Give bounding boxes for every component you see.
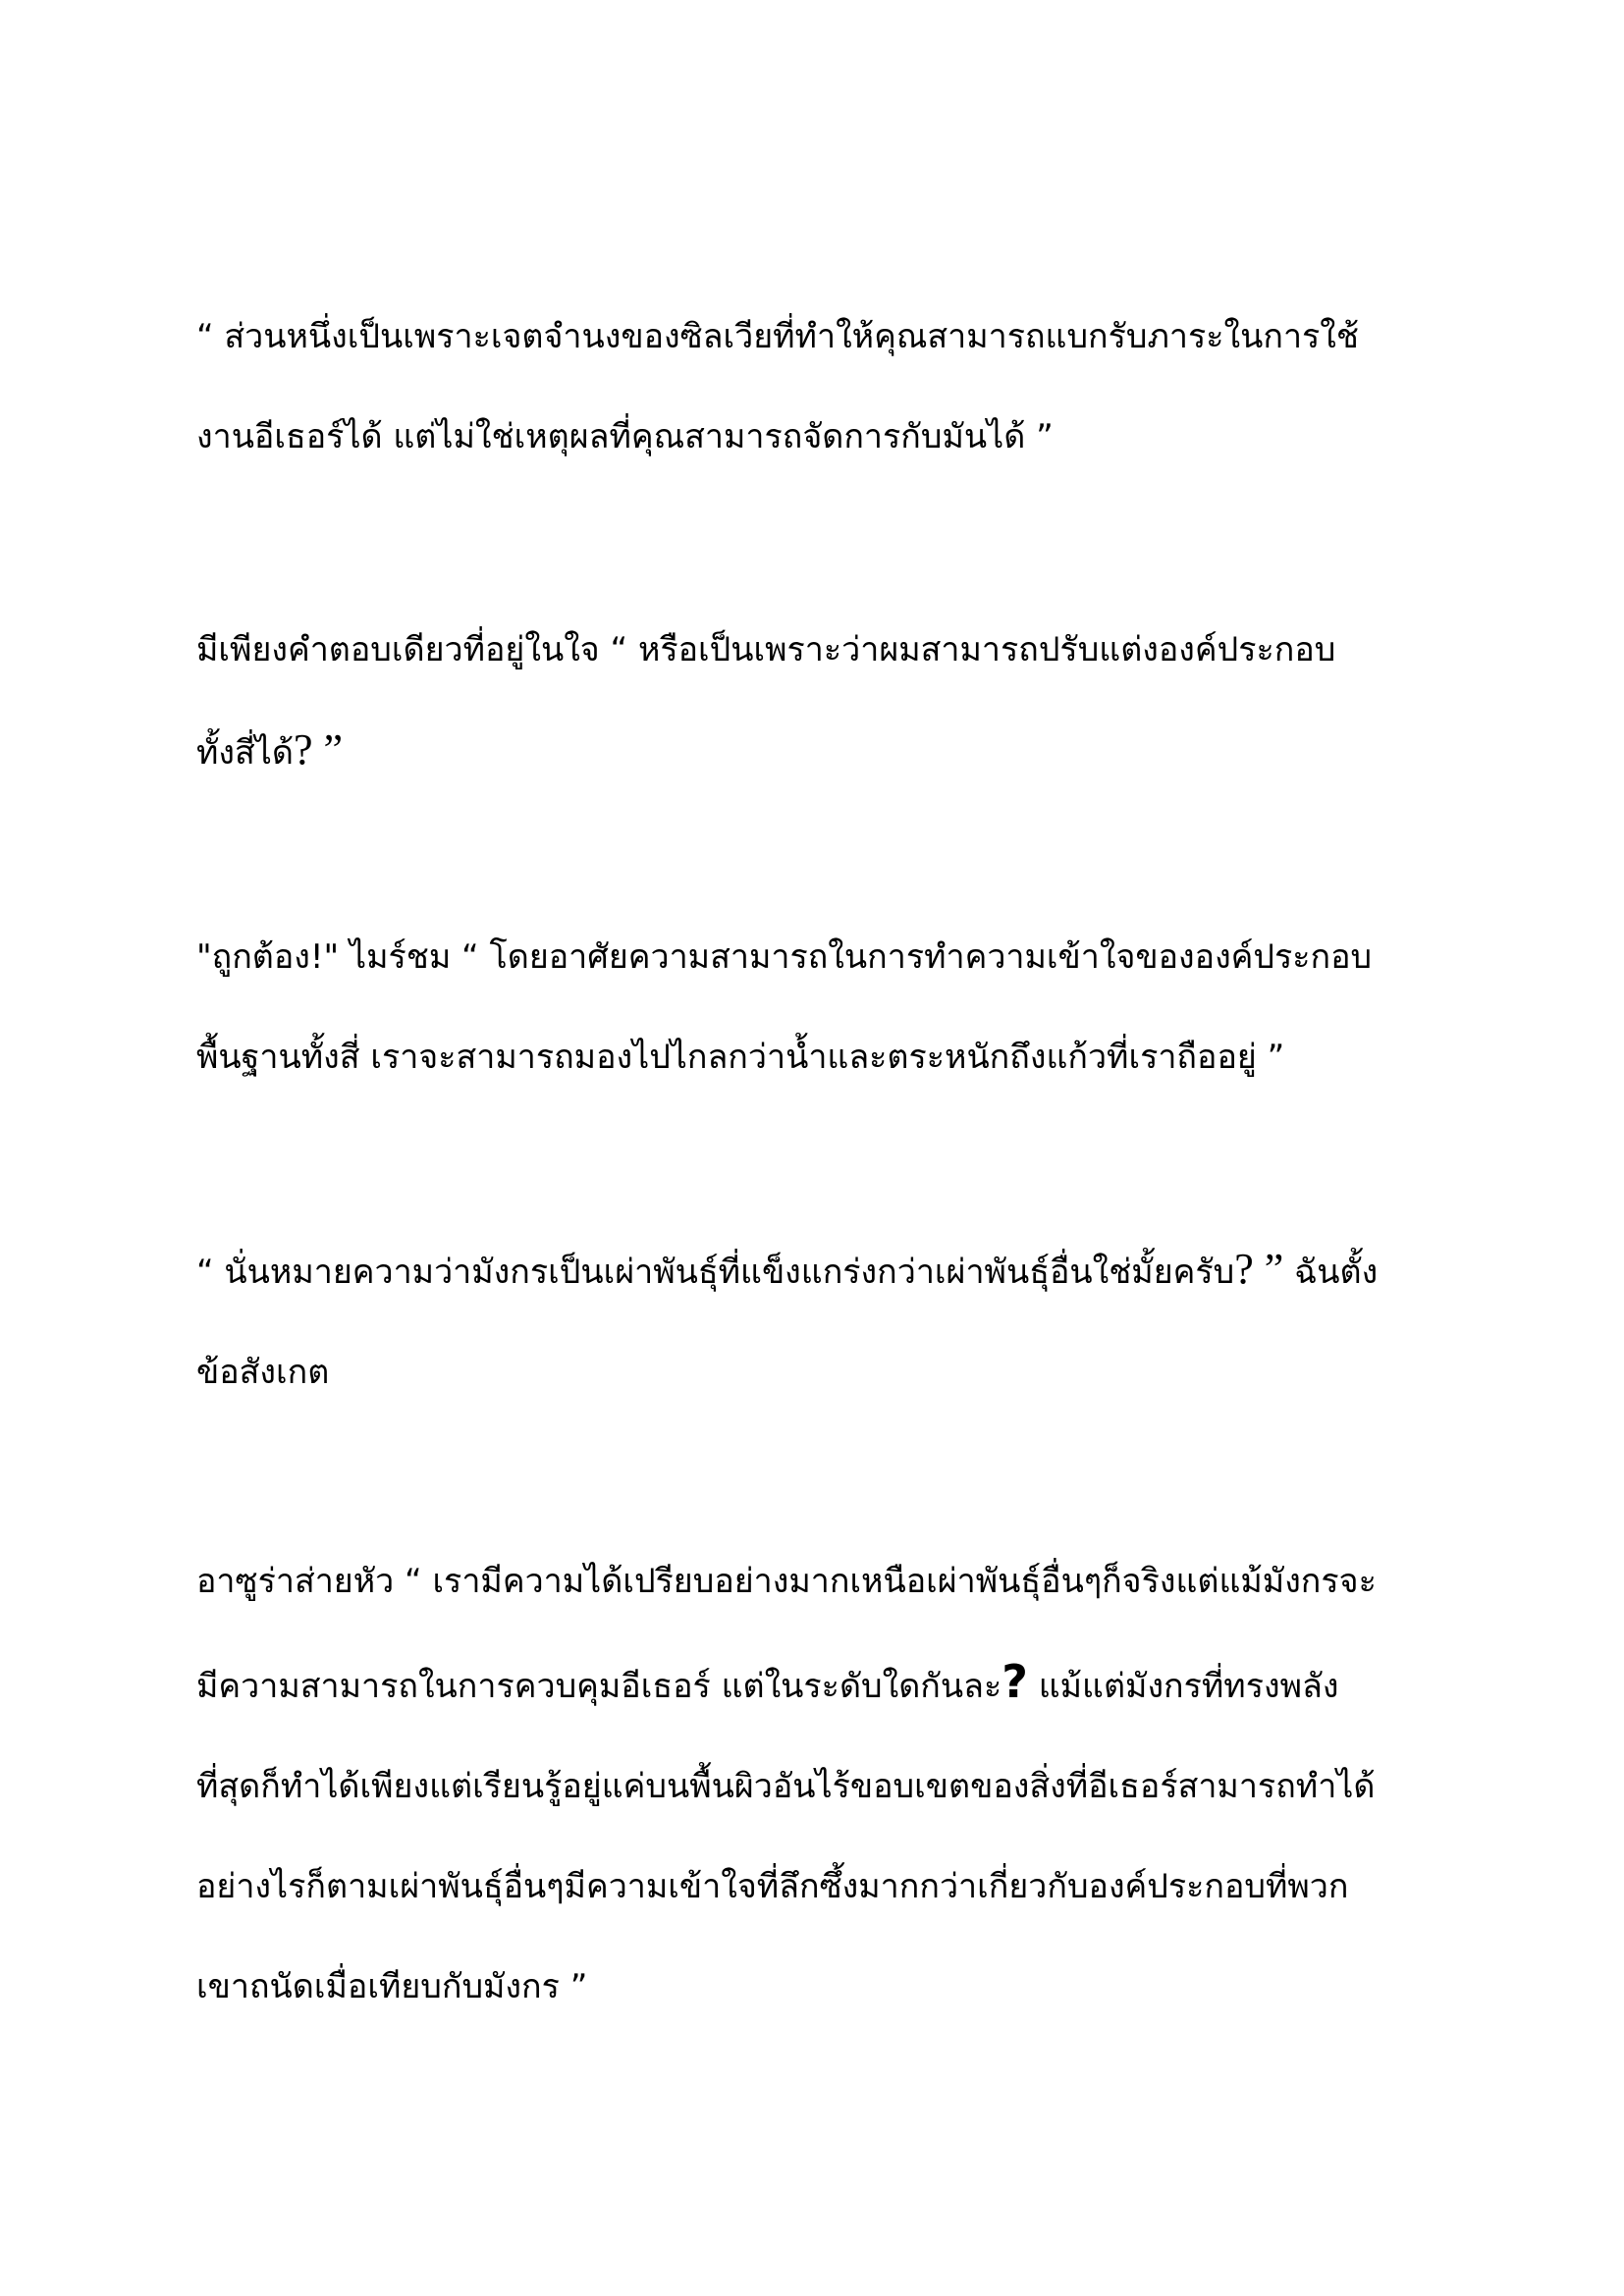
text-segment: แม้แต่มังกรที่ทรงพลัง (1027, 1667, 1339, 1706)
text-segment: ทั้งสี่ได้ (196, 733, 294, 773)
question-mark: ? ” (1234, 1245, 1284, 1293)
text-line: ข้อสังเกต (196, 1353, 330, 1392)
text-line: “ ส่วนหนึ่งเป็นเพราะเจตจำนงของซิลเวียที่ทำให้คุณสามารถแบกรับภาระในการใช้ (196, 317, 1359, 356)
text-line: มีเพียงคำตอบเดียวที่อยู่ในใจ “ หรือเป็นเพราะว่าผมสามารถปรับแต่งองค์ประกอบ (196, 630, 1336, 669)
text-line: "ถูกต้อง!" ไมร์ชม “ โดยอาศัยความสามารถในการทำความเข้าใจขององค์ประกอบ (196, 937, 1373, 977)
text-line (196, 1219, 1443, 1322)
paragraph-5 (196, 1531, 1443, 2037)
text-line (196, 700, 1443, 803)
text-line: งานอีเธอร์ได้ แต่ไม่ใช่เหตุผลที่คุณสามารถจัดการกับมันได้ ” (196, 417, 1054, 456)
question-mark: ? ” (293, 725, 344, 774)
text-line: ที่สุดก็ทำได้เพียงแต่เรียนรู้อยู่แค่บนพื้นผิวอันไร้ขอบเขตของสิ่งที่อีเธอร์สามารถทำได้ (196, 1767, 1376, 1806)
text-line: อย่างไรก็ตามเผ่าพันธุ์อื่นๆมีความเข้าใจที่ลึกซึ้งมากกว่าเกี่ยวกับองค์ประกอบที่พวก (196, 1867, 1349, 1906)
text-segment: “ นั่นหมายความว่ามังกรเป็นเผ่าพันธุ์ที่แข็งแกร่งกว่าเผ่าพันธุ์อื่นใช่มั้ยครับ (196, 1253, 1235, 1292)
paragraph-1 (196, 287, 1443, 487)
text-line (196, 1631, 1443, 1736)
text-segment: ฉันตั้ง (1283, 1253, 1379, 1292)
paragraph-4 (196, 1219, 1443, 1422)
paragraph-3 (196, 907, 1443, 1107)
text-line: อาซูร่าส่ายหัว “ เรามีความได้เปรียบอย่างมากเหนือเผ่าพันธุ์อื่นๆก็จริงแต่แม้มังกรจะ (196, 1562, 1377, 1601)
text-line: พื้นฐานทั้งสี่ เราจะสามารถมองไปไกลกว่าน้ำและตระหนักถึงแก้วที่เราถืออยู่ ” (196, 1038, 1285, 1077)
text-segment: มีความสามารถในการควบคุมอีเธอร์ แต่ในระดับใดกันละ (196, 1667, 1002, 1706)
paragraph-2 (196, 600, 1443, 803)
question-mark: ? (1001, 1655, 1028, 1708)
text-line: เขาถนัดเมื่อเทียบกับมังกร ” (196, 1967, 588, 2006)
